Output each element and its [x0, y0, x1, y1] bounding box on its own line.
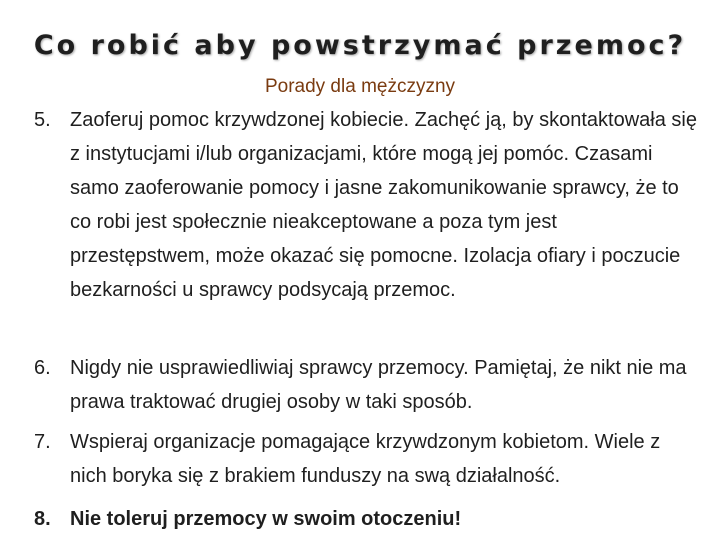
item-text: Nigdy nie usprawiedliwiaj sprawcy przemocy. Pamiętaj, że nikt nie ma prawa traktować drugiej osoby w taki sposób.: [70, 357, 687, 413]
item-text: Zaoferuj pomoc krzywdzonej kobiecie. Zachęć ją, by skontaktowała się z instytucjami i/lub organizacjami, które mogą jej pomóc. Czasami samo zaoferowanie pomocy i jasne zakomunikowanie sprawcy, że to co robi jest społecznie nieakceptowane a poza tym jest przestępstwem, może okazać się pomocne. Izolacja ofiary i poczucie bezkarności u sprawcy podsycają przemoc.: [70, 109, 697, 301]
item-text: Wspieraj organizacje pomagające krzywdzonym kobietom. Wiele z nich boryka się z brakiem funduszy na swą działalność.: [70, 431, 661, 487]
item-number: 8.: [34, 508, 51, 530]
item-number: 7.: [34, 431, 51, 453]
item-number: 6.: [34, 357, 51, 379]
slide-title: Co robić aby powstrzymać przemoc?: [33, 30, 687, 61]
item-text: Nie toleruj przemocy w swoim otoczeniu!: [70, 508, 462, 530]
slide-subtitle: Porady dla mężczyzny: [264, 76, 456, 97]
item-number: 5.: [34, 109, 51, 131]
